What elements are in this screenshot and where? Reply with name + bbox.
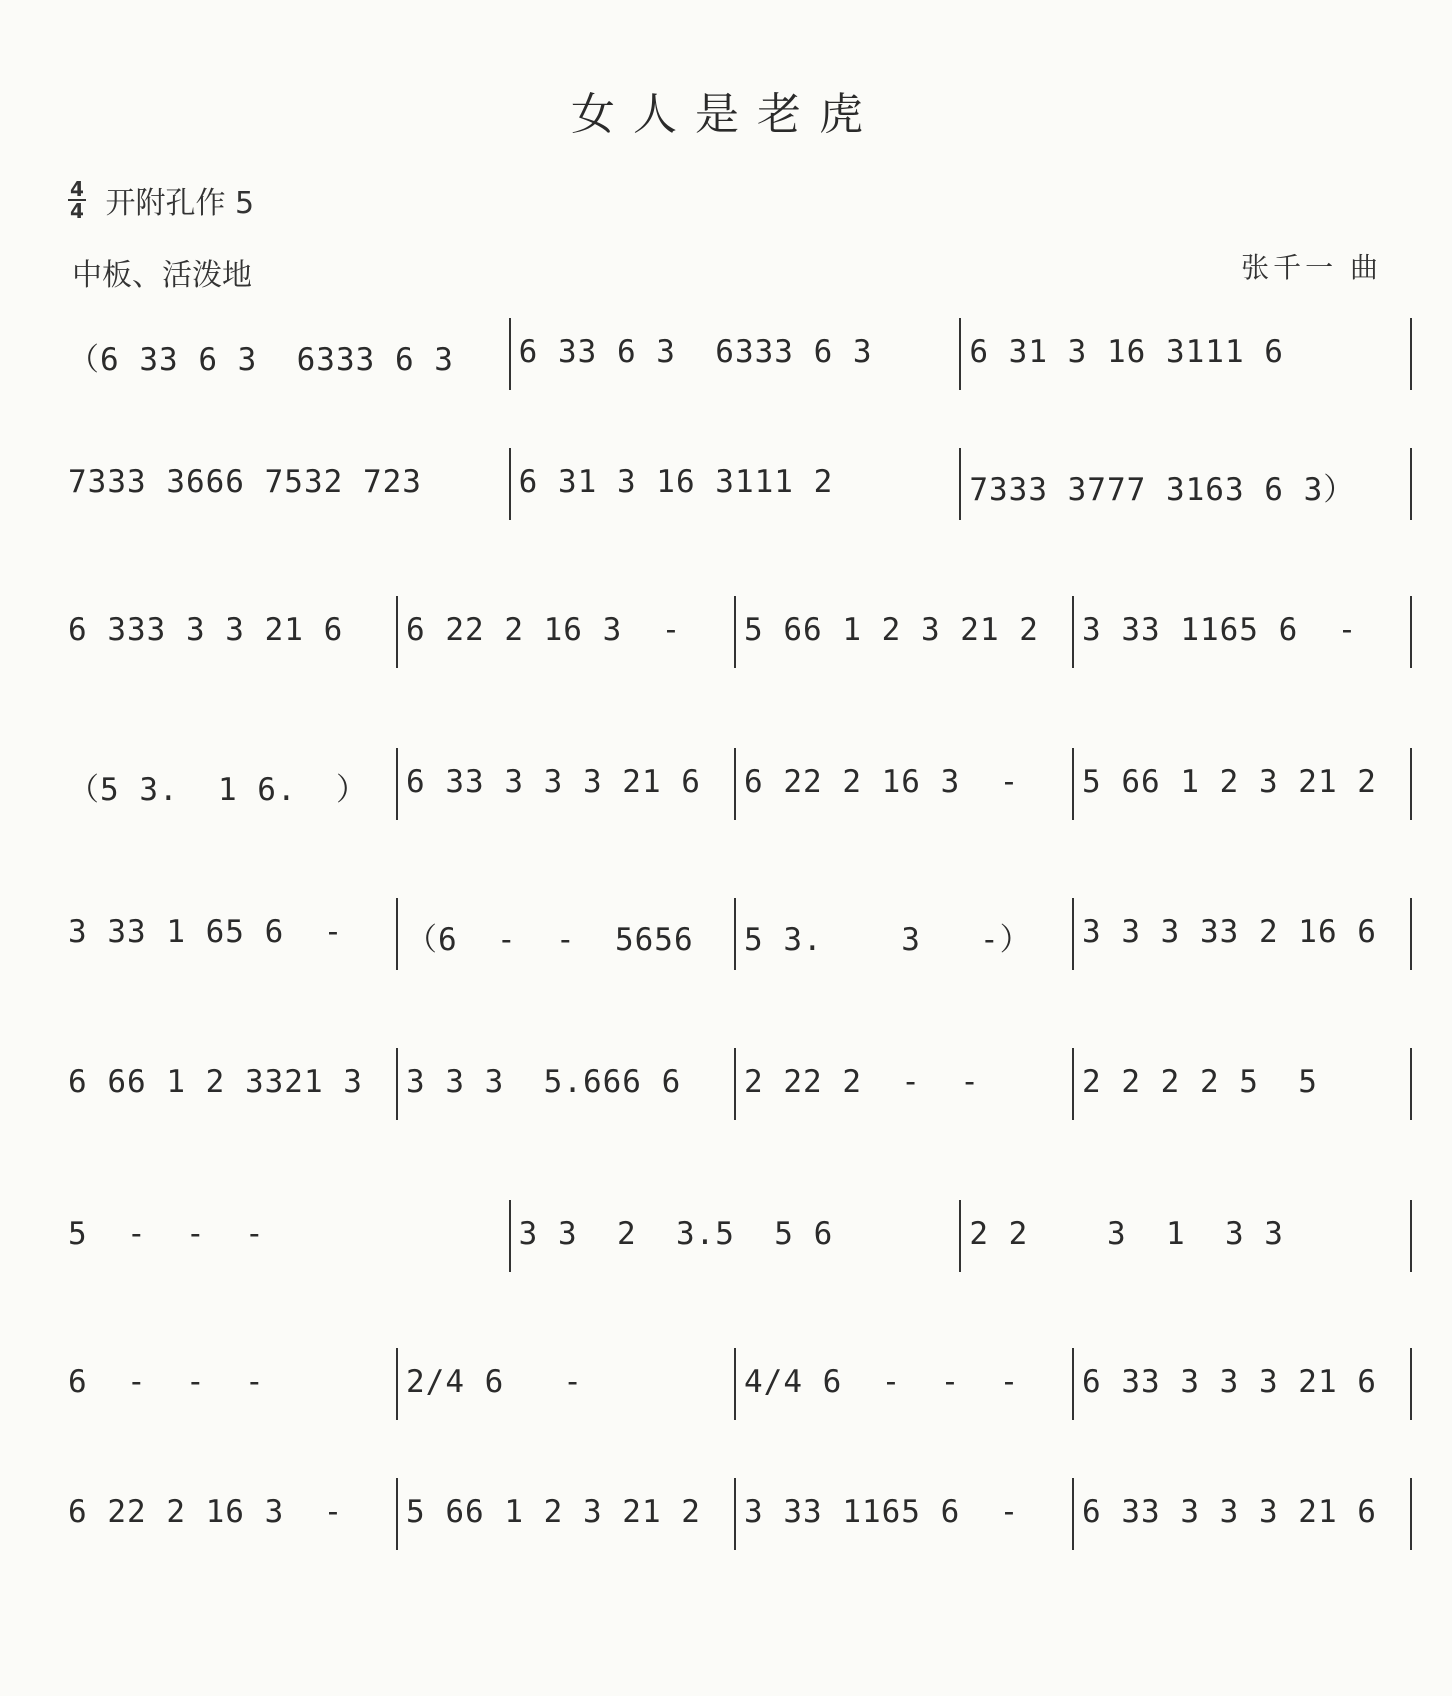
- tempo-marking: 中板、活泼地: [72, 258, 252, 293]
- measure: 2 22 2 - -: [744, 1064, 980, 1100]
- bar-line: [959, 1200, 961, 1272]
- bar-line: [396, 596, 398, 668]
- staff-row: [62, 448, 1414, 528]
- bar-line: [1072, 748, 1074, 820]
- measure: 3 3 2 3.5 5 6: [518, 1216, 834, 1252]
- measure: 3 33 1165 6 -: [744, 1494, 1020, 1530]
- measure: （6 - - 5656: [406, 922, 694, 958]
- bar-line: [1072, 1348, 1074, 1420]
- measure: 3 33 1165 6 -: [1082, 612, 1358, 648]
- measure: 3 33 1 65 6 -: [68, 914, 344, 950]
- measure: 4/4 6 - - -: [744, 1364, 1020, 1400]
- bar-line: [1072, 1048, 1074, 1120]
- measure: 3 3 3 5.666 6: [406, 1064, 682, 1100]
- bar-line: [959, 318, 961, 390]
- bar-line: [509, 1200, 511, 1272]
- key-instruction: 开附孔作 5: [105, 186, 255, 221]
- bar-line: [396, 748, 398, 820]
- staff-row: [62, 898, 1414, 978]
- measure: 2 2 2 2 5 5: [1082, 1064, 1318, 1100]
- measure: 2 2 3 1 3 3: [969, 1216, 1284, 1252]
- staff-row: [62, 1048, 1414, 1128]
- bar-line: [396, 1048, 398, 1120]
- bar-line: [1410, 448, 1412, 520]
- staff-row: [62, 596, 1414, 676]
- time-signature: [68, 179, 86, 221]
- bar-line: [1410, 1200, 1412, 1272]
- bar-line: [734, 1048, 736, 1120]
- bar-line: [1072, 898, 1074, 970]
- bar-line: [509, 448, 511, 520]
- measure: 6 22 2 16 3 -: [68, 1494, 344, 1530]
- measure: 2/4 6 -: [406, 1364, 583, 1400]
- bar-line: [1410, 748, 1412, 820]
- bar-line: [734, 1478, 736, 1550]
- bar-line: [1410, 1348, 1412, 1420]
- measure: 3 3 3 33 2 16 6: [1082, 914, 1377, 950]
- bar-line: [396, 1348, 398, 1420]
- measure: 6 66 1 2 3321 3: [68, 1064, 363, 1100]
- measure: 6 333 3 3 21 6: [68, 612, 344, 648]
- measure: 6 33 3 3 3 21 6: [1082, 1364, 1377, 1400]
- bar-line: [1410, 1048, 1412, 1120]
- time-signature-line: [68, 178, 254, 222]
- composer-credit: 张千一 曲: [1241, 251, 1382, 284]
- bar-line: [1410, 318, 1412, 390]
- staff-row: [62, 1478, 1414, 1558]
- time-signature-denominator: 4: [70, 199, 84, 223]
- bar-line: [1410, 596, 1412, 668]
- measure: 7333 3666 7532 723: [68, 464, 422, 500]
- bar-line: [734, 596, 736, 668]
- time-signature-numerator: 4: [70, 177, 84, 201]
- measure: （5 3. 1 6. ）: [68, 772, 368, 808]
- measure: （6 33 6 3 6333 6 3: [68, 342, 454, 378]
- score-title: 女人是老虎: [571, 89, 881, 140]
- bar-line: [1410, 1478, 1412, 1550]
- measure: 5 - - -: [68, 1216, 265, 1252]
- measure: 5 3. 3 -）: [744, 922, 1032, 958]
- staff-row: [62, 1348, 1414, 1428]
- measure: 7333 3777 3163 6 3）: [969, 472, 1356, 508]
- measure: 6 22 2 16 3 -: [744, 764, 1020, 800]
- bar-line: [1072, 1478, 1074, 1550]
- bar-line: [734, 898, 736, 970]
- staff-row: [62, 318, 1414, 398]
- measure: 6 - - -: [68, 1364, 265, 1400]
- measure: 6 33 6 3 6333 6 3: [518, 334, 873, 370]
- measure: 6 33 3 3 3 21 6: [406, 764, 701, 800]
- staff-row: [62, 1200, 1414, 1280]
- bar-line: [1410, 898, 1412, 970]
- bar-line: [1072, 596, 1074, 668]
- measure: 5 66 1 2 3 21 2: [406, 1494, 701, 1530]
- staff-row: [62, 748, 1414, 828]
- bar-line: [396, 1478, 398, 1550]
- measure: 6 22 2 16 3 -: [406, 612, 682, 648]
- bar-line: [734, 748, 736, 820]
- measure: 6 31 3 16 3111 2: [518, 464, 834, 500]
- bar-line: [734, 1348, 736, 1420]
- bar-line: [959, 448, 961, 520]
- measure: 6 33 3 3 3 21 6: [1082, 1494, 1377, 1530]
- bar-line: [396, 898, 398, 970]
- measure: 6 31 3 16 3111 6: [969, 334, 1284, 370]
- measure: 5 66 1 2 3 21 2: [1082, 764, 1377, 800]
- measure: 5 66 1 2 3 21 2: [744, 612, 1039, 648]
- bar-line: [509, 318, 511, 390]
